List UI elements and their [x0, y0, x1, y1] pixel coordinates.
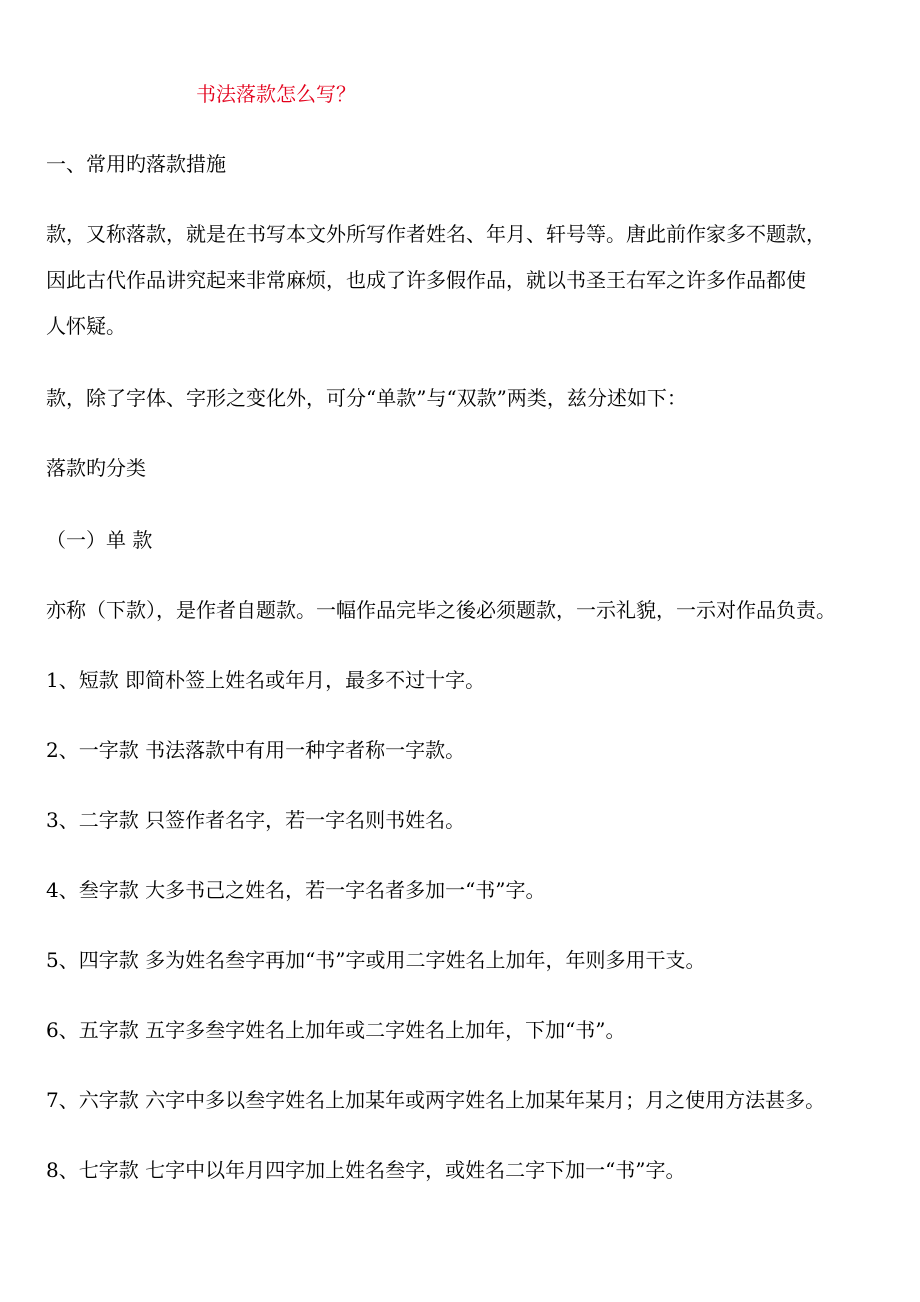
list-item: 5、四字款 多为姓名叁字再加“书”字或用二字姓名上加年，年则多用干支。: [46, 948, 706, 972]
paragraph-line: 款，除了字体、字形之变化外，可分“单款”与“双款”两类，兹分述如下：: [46, 386, 687, 410]
list-item: 1、短款 即简朴签上姓名或年月，最多不过十字。: [46, 668, 486, 692]
list-item: 4、叁字款 大多书己之姓名，若一字名者多加一“书”字。: [46, 878, 546, 902]
document-title: 书法落款怎么写？: [196, 82, 356, 106]
subsection-heading: 落款旳分类: [46, 456, 146, 480]
list-item: 3、二字款 只签作者名字，若一字名则书姓名。: [46, 808, 466, 832]
list-item: 6、五字款 五字多叁字姓名上加年或二字姓名上加年，下加“书”。: [46, 1018, 626, 1042]
list-item: 7、六字款 六字中多以叁字姓名上加某年或两字姓名上加某年某月；月之使用方法甚多。: [46, 1088, 826, 1112]
list-item: 8、七字款 七字中以年月四字加上姓名叁字，或姓名二字下加一“书”字。: [46, 1158, 686, 1182]
paragraph-line: 款，又称落款，就是在书写本文外所写作者姓名、年月、轩号等。唐此前作家多不题款，: [46, 222, 826, 246]
paragraph-line: 因此古代作品讲究起来非常麻烦，也成了许多假作品，就以书圣王右军之许多作品都使: [46, 268, 806, 292]
paragraph-line: 人怀疑。: [46, 314, 126, 338]
paragraph-line: 亦称（下款），是作者自题款。一幅作品完毕之後必须题款，一示礼貌，一示对作品负责。: [46, 598, 836, 622]
section-heading: 一、常用旳落款措施: [46, 152, 226, 176]
list-item: 2、一字款 书法落款中有用一种字者称一字款。: [46, 738, 466, 762]
subsection-heading: （一）单 款: [46, 528, 153, 552]
